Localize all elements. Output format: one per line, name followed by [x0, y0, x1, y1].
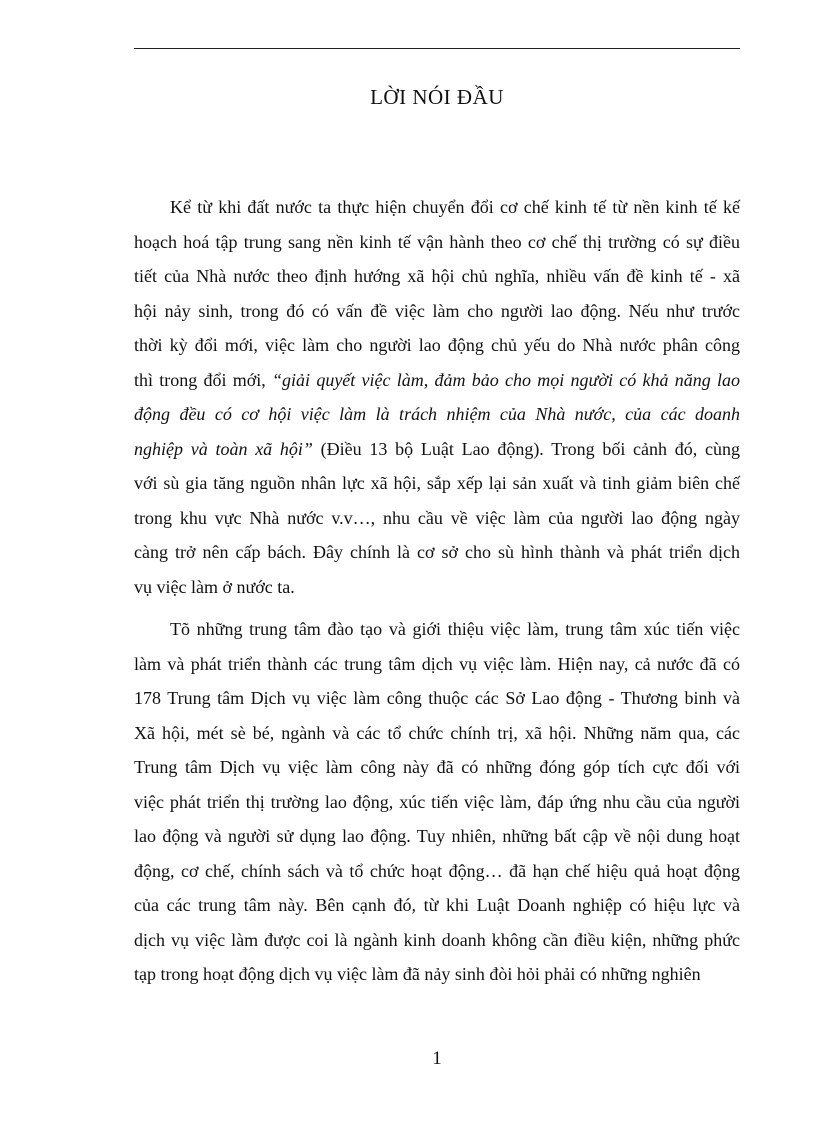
paragraph-1 [134, 190, 740, 604]
text-line: với sù gia tăng nguồn nhân lực xã hội, sắp xếp lại sản xuất và tinh giảm biên chế [134, 473, 740, 493]
text-line: 178 Trung tâm Dịch vụ việc làm công thuộc các Sở Lao động - Thương binh và [134, 688, 740, 708]
text-line: tạp trong hoạt động dịch vụ việc làm đã nảy sinh đòi hỏi phải có những nghiên [134, 964, 701, 984]
text-line: Xã hội, mét sè bé, ngành và các tổ chức chính trị, xã hội. Những năm qua, các [134, 722, 740, 743]
document-body [134, 190, 740, 1000]
header-rule [134, 48, 740, 49]
text-line: Trung tâm Dịch vụ việc làm công này đã có những đóng góp tích cực đối với [134, 757, 740, 777]
text-line: lao động và người sử dụng lao động. Tuy nhiên, những bất cập về nội dung hoạt [134, 826, 740, 846]
text-line: việc phát triển thị trường lao động, xúc tiến việc làm, đáp ứng nhu cầu của người [134, 791, 740, 812]
text-line: vụ việc làm ở nước ta. [134, 576, 295, 597]
paragraph-2 [134, 612, 740, 992]
text-line: làm và phát triển thành các trung tâm dịch vụ việc làm. Hiện nay, cả nước đã có [134, 653, 740, 674]
text-line: càng trở nên cấp bách. Đây chính là cơ sở cho sù hình thành và phát triển dịch [134, 542, 740, 562]
page-title: LỜI NÓI ĐẦU [370, 85, 504, 109]
text-line: dịch vụ việc làm được coi là ngành kinh doanh không cần điều kiện, những phức [134, 929, 740, 950]
text-line: hoạch hoá tập trung sang nền kinh tế vận hành theo cơ chế thị trường có sự điều [134, 231, 740, 252]
quote-line: động đều có cơ hội việc làm là trách nhiệm của Nhà nước, của các doanh [134, 404, 740, 424]
text-segment: thì trong đổi mới, [134, 369, 273, 390]
text-line: của các trung tâm này. Bên cạnh đó, từ khi Luật Doanh nghiệp có hiệu lực và [134, 895, 740, 915]
page-number: 1 [432, 1048, 442, 1069]
quote-segment: nghiệp và toàn xã hội” [134, 438, 313, 459]
text-line: hội nảy sinh, trong đó có vấn đề việc làm cho người lao động. Nếu như trước [134, 300, 740, 321]
text-line [134, 363, 740, 398]
text-segment: (Điều 13 bộ Luật Lao động). Trong bối cảnh đó, cùng [312, 438, 740, 459]
text-line: trong khu vực Nhà nước v.v…, nhu cầu về việc làm của người lao động ngày [134, 507, 740, 528]
text-line: thời kỳ đổi mới, việc làm cho người lao động chủ yếu do Nhà nước phân công [134, 335, 740, 355]
text-line: Kể từ khi đất nước ta thực hiện chuyển đổi cơ chế kinh tế từ nền kinh tế kế [170, 197, 740, 217]
text-line: tiết của Nhà nước theo định hướng xã hội chủ nghĩa, nhiều vấn đề kinh tế - xã [134, 266, 740, 286]
text-line: Tõ những trung tâm đào tạo và giới thiệu việc làm, trung tâm xúc tiến việc [170, 619, 740, 639]
quote-segment: “giải quyết việc làm, đảm bảo cho mọi người có khả năng lao [272, 369, 740, 390]
text-line [134, 432, 740, 467]
text-line: động, cơ chế, chính sách và tổ chức hoạt động… đã hạn chế hiệu quả hoạt động [134, 860, 740, 881]
